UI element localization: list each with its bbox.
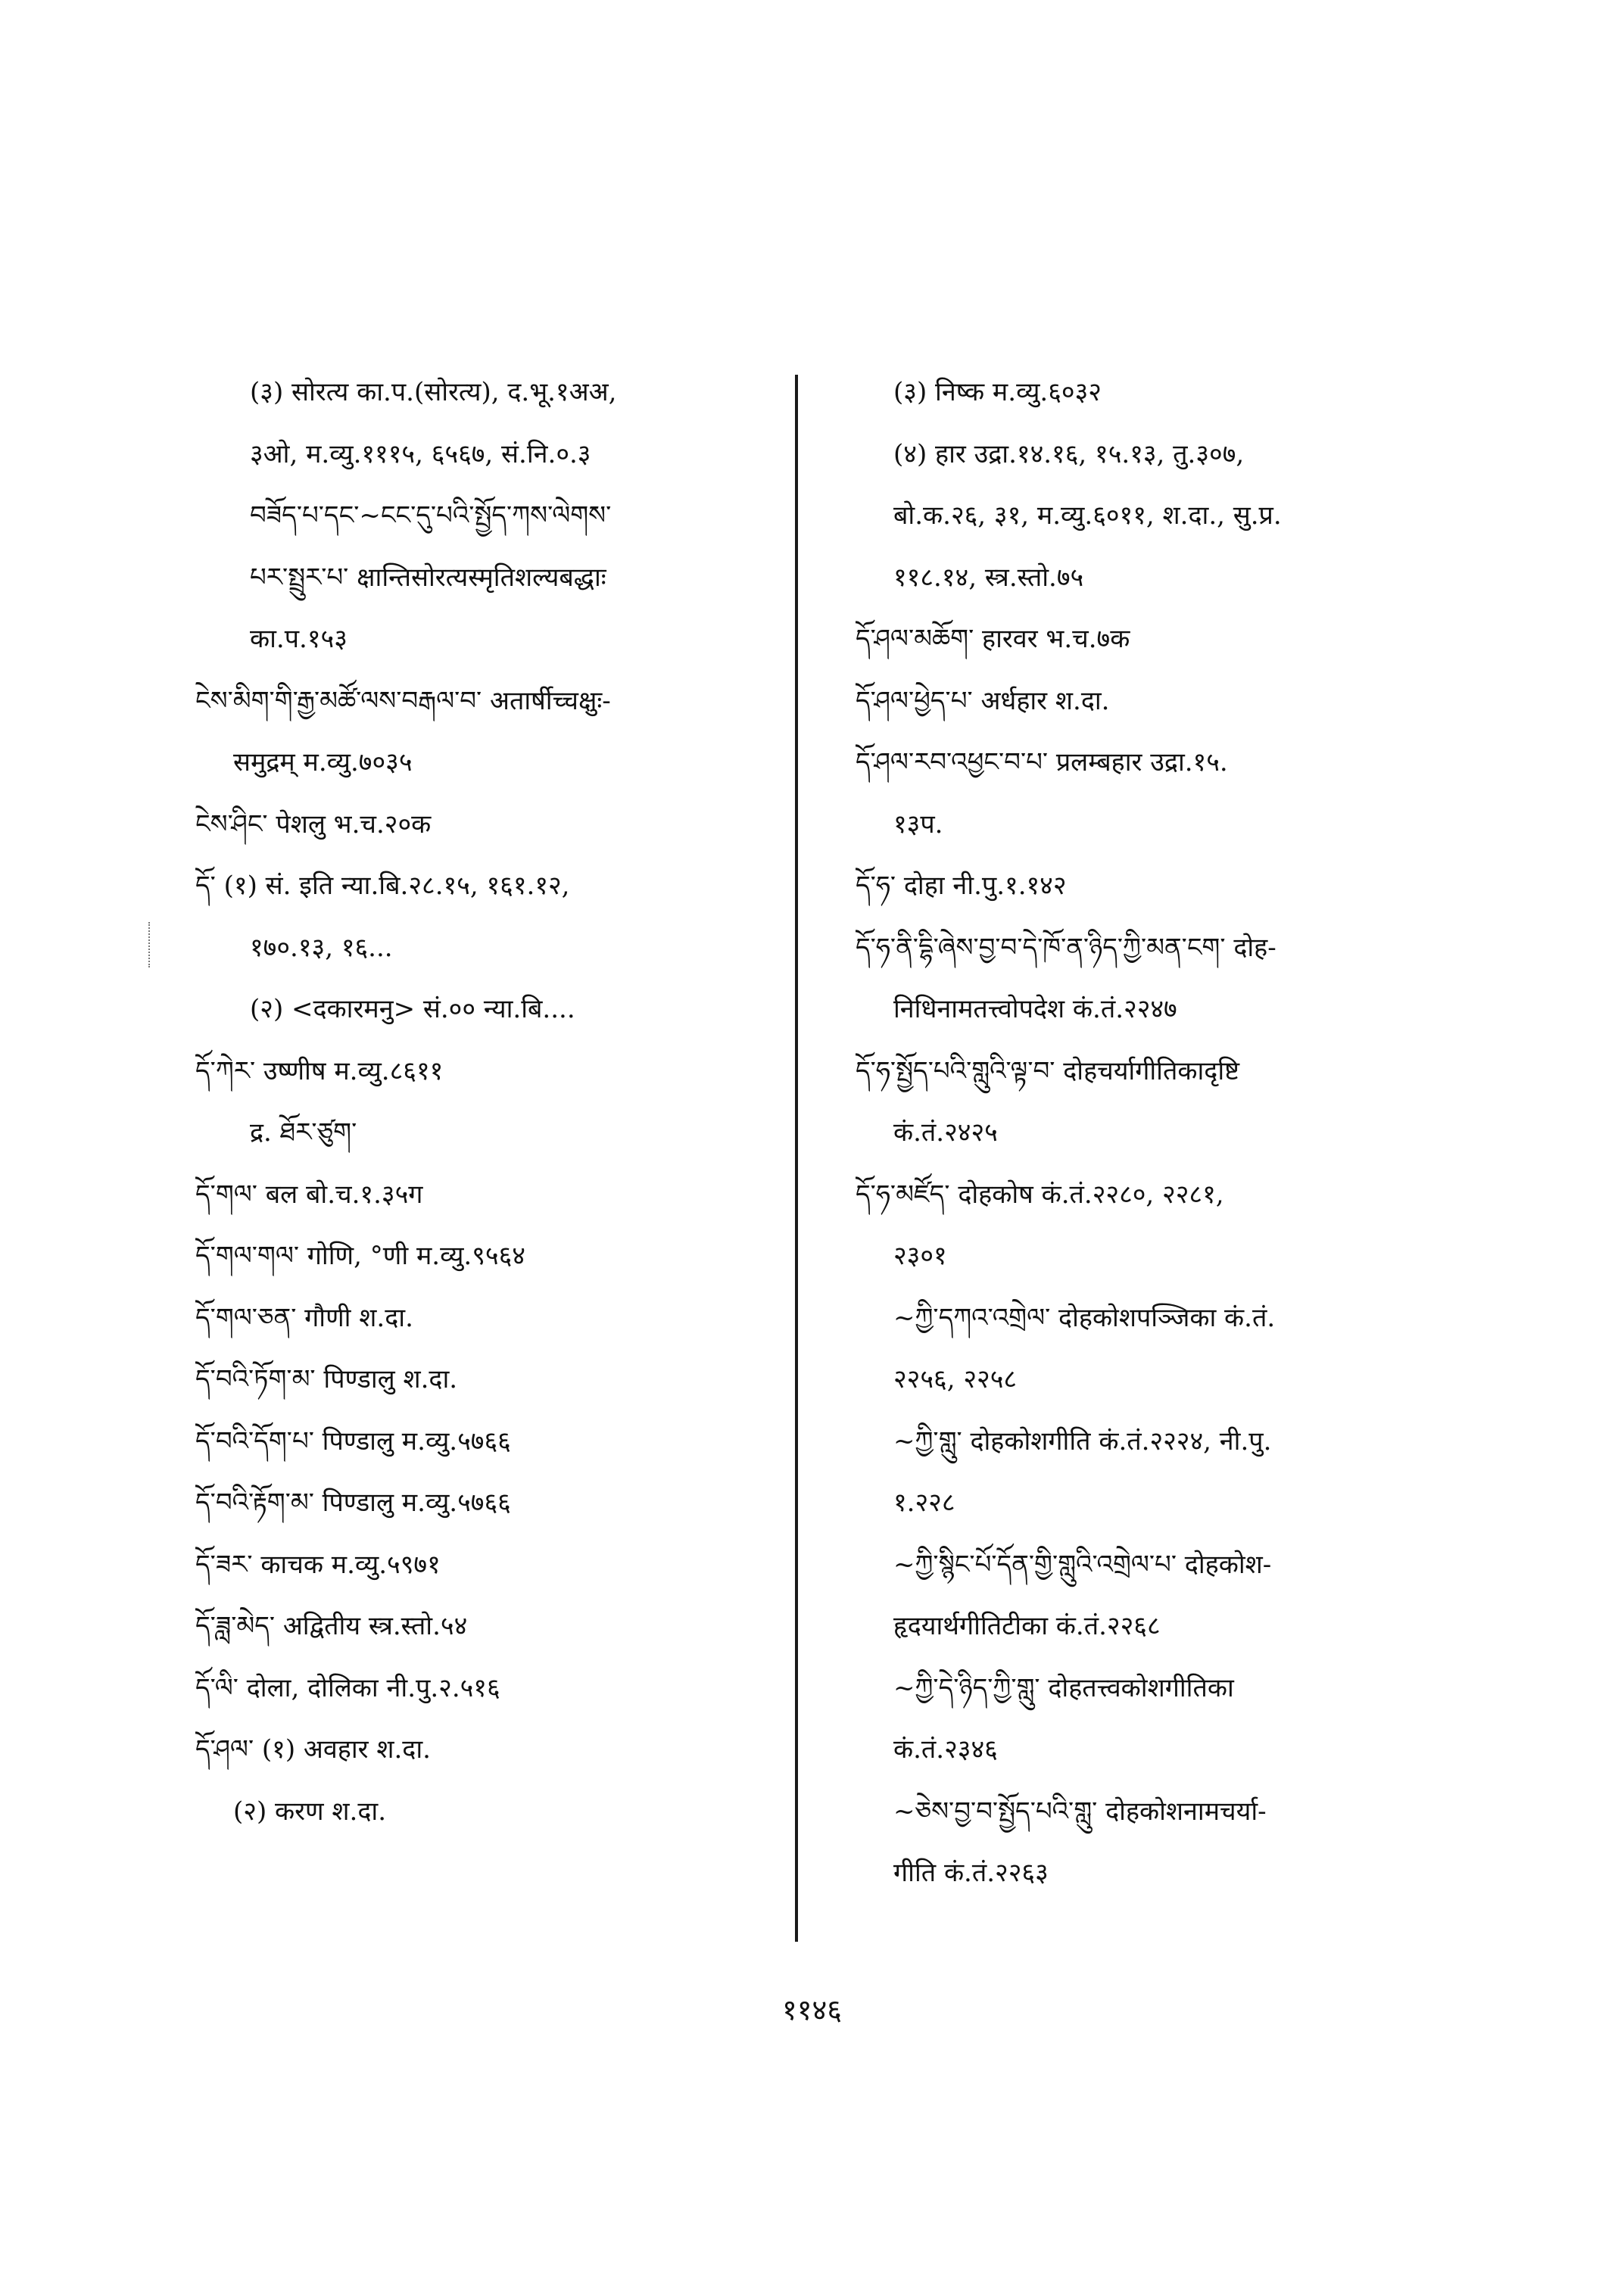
entry-line: द्र. ཐོར་ཙུག་ (250, 1117, 357, 1148)
entry-line: १.२२८ (893, 1488, 955, 1518)
entry-line: कं.तं.२३४६ (893, 1734, 998, 1765)
entry-headword-line: དོ་ཤལ་རབ་འཕྱང་བ་པ་ प्रलम्बहार उद्रा.१५. (856, 747, 1228, 777)
entry-line: समुद्रम् म.व्यु.७०३५ (233, 747, 413, 777)
left-column (195, 362, 801, 1843)
entry-headword-line: དོ་ (१) सं. इति न्या.बि.२८.१५, १६१.१२, (195, 871, 570, 901)
entry-line: པར་སྤྲུར་པ་ क्षान्तिसोरत्यस्मृतिशल्यबद्धाः (250, 562, 606, 593)
entry-line: ~ཀྱི་དེ་ཉིད་ཀྱི་གླུ་ दोहतत्त्वकोशगीतिका (893, 1672, 1234, 1703)
entry-headword-line: དོ་ཤལ་མཆོག་ हारवर भ.च.७क (856, 624, 1130, 654)
entry-line: ~ཅེས་བྱ་བ་སྤྱོད་པའི་གླུ་ दोहकोशनामचर्या- (893, 1796, 1267, 1827)
entry-headword-line: ངེས་མིག་གི་རྒྱ་མཚོ་ལས་བརྒལ་བ་ अतार्षीच्चक्षुः- (195, 685, 611, 716)
entry-line: कं.तं.२४२५ (893, 1117, 998, 1148)
right-column (856, 362, 1446, 1905)
entry-line: २३०१ (893, 1241, 947, 1271)
page-number: ११४६ (781, 1993, 843, 2027)
entry-headword-line: དོ་ཤལ་ཕྱེད་པ་ अर्धहार श.दा. (856, 685, 1110, 716)
entry-line: गीति कं.तं.२२६३ (893, 1858, 1049, 1888)
column-divider (795, 375, 798, 1942)
entry-headword-line: དོ་བའི་ཏོག་མ་ पिण्डालु श.दा. (195, 1364, 458, 1394)
entry-line: ~ཀྱི་གླུ་ दोहकोशगीति कं.तं.२२२४, नी.पु. (893, 1425, 1272, 1456)
entry-headword-line: དོ་ཀེར་ उष्णीष म.व्यु.८६११ (195, 1055, 444, 1086)
entry-headword-line: དོ་ཧ་ནི་དྷི་ཞེས་བྱ་བ་དེ་ཁོ་ན་ཉིད་ཀྱི་མན་ངག་ दोह- (856, 932, 1276, 963)
entry-line: बो.क.२६, ३१, म.व्यु.६०११, श.दा., सु.प्र. (893, 500, 1282, 531)
entry-line: (३) सोरत्य का.प.(सोरत्य), द.भू.१अअ, (250, 377, 617, 407)
entry-line: १३प. (893, 808, 943, 840)
entry-headword-line: དོ་ཟར་ काचक म.व्यु.५९७१ (195, 1549, 441, 1580)
entry-line: (२) <दकारमनु> सं.०० न्या.बि.... (250, 994, 575, 1024)
entry-line: १७०.१३, १६... (250, 932, 393, 963)
entry-headword-line: དོ་གལ་ཅན་ गौणी श.दा. (195, 1302, 413, 1333)
entry-line: हृदयार्थगीतिटीका कं.तं.२२६८ (893, 1611, 1161, 1641)
entry-line: ~ཀྱི་དཀའ་འགྲེལ་ दोहकोशपञ्जिका कं.तं. (893, 1302, 1276, 1333)
entry-headword-line: དོ་བའི་རྟོག་མ་ पिण्डालु म.व्यु.५७६६ (195, 1488, 511, 1518)
entry-line: (४) हार उद्रा.१४.१६, १५.१३, तु.३०७, (893, 438, 1245, 469)
entry-headword-line: དོ་ཧ་མཛོད་ दोहकोष कं.तं.२२८०, २२८१, (856, 1179, 1224, 1210)
entry-line: ११८.१४, स्त्र.स्तो.७५ (893, 562, 1084, 593)
entry-line: २२५६, २२५८ (893, 1364, 1018, 1394)
entry-line: (२) करण श.दा. (233, 1796, 387, 1827)
entry-headword-line: དོ་ཟླ་མེད་ अद्वितीय स्त्र.स्तो.५४ (195, 1611, 468, 1641)
entry-headword-line: དོ་གལ་གལ་ गोणि, °णी म.व्यु.९५६४ (195, 1241, 525, 1271)
entry-line: ३ओ, म.व्यु.१११५, ६५६७, सं.नि.०.३ (250, 438, 591, 469)
entry-line: का.प.१५३ (250, 624, 348, 654)
entry-headword-line: དོ་ལི་ दोला, दोलिका नी.पु.२.५१६ (195, 1672, 500, 1703)
entry-headword-line: དོ་ཤལ་ (१) अवहार श.दा. (195, 1734, 431, 1765)
entry-headword-line: དོ་གལ་ बल बो.च.१.३५ग (195, 1179, 423, 1210)
entry-line: निधिनामतत्त्वोपदेश कं.तं.२२४७ (893, 994, 1177, 1024)
entry-headword-line: དོ་ཧ་ दोहा नी.पु.१.१४२ (856, 871, 1067, 901)
margin-mark (148, 922, 151, 967)
entry-line: (३) निष्क म.व्यु.६०३२ (893, 377, 1102, 407)
entry-headword-line: ངེས་ཤིང་ पेशलु भ.च.२०क (195, 808, 432, 840)
entry-line: ~ཀྱི་སྙིང་པོ་དོན་གྱི་གླུའི་འགྲེལ་པ་ दोहकोश- (893, 1549, 1272, 1580)
entry-headword-line: དོ་བའི་དོག་པ་ पिण्डालु म.व्यु.५७६६ (195, 1425, 511, 1456)
entry-headword-line: དོ་ཧ་སྤྱོད་པའི་གླུའི་ལྟ་བ་ दोहचर्यागीतिकादृष्टि (856, 1055, 1240, 1086)
entry-line: བཟོད་པ་དང་~ངང་དུ་པའི་སྤྱོད་ཀས་ལེགས་ (250, 500, 612, 531)
